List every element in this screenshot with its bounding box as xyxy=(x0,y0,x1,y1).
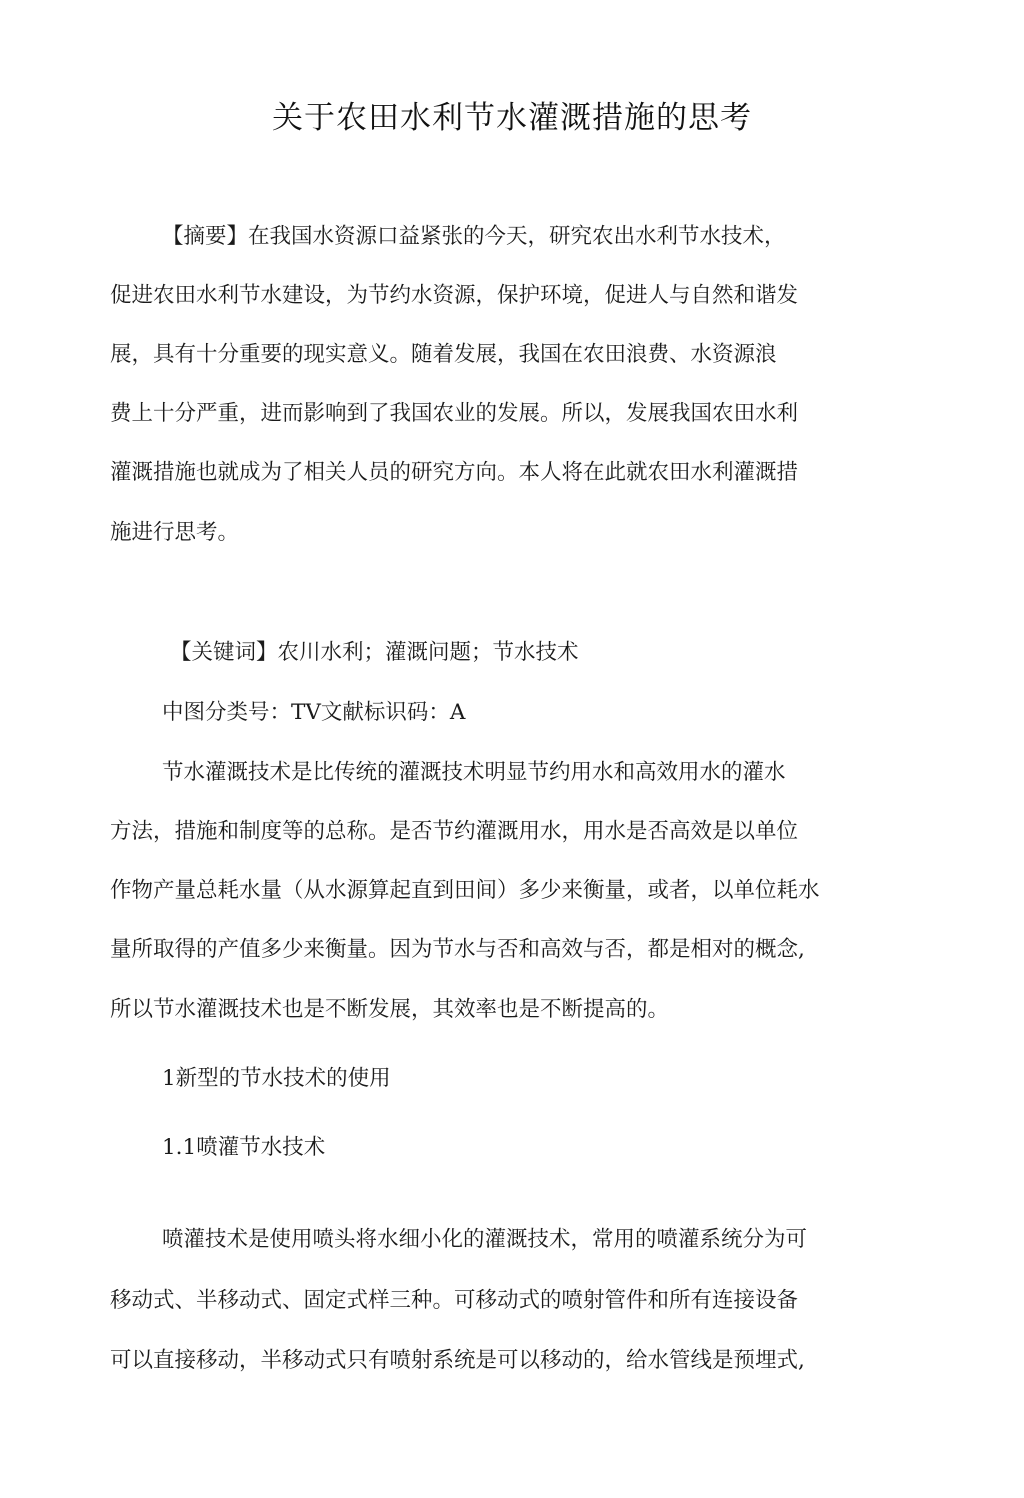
intro-line: 所以节水灌溉技术也是不断发展，其效率也是不断提高的。 xyxy=(110,997,670,1022)
abstract-line: 施进行思考。 xyxy=(110,520,240,545)
abstract-line: 灌溉措施也就成为了相关人员的研究方向。本人将在此就农田水利灌溉措 xyxy=(110,460,799,485)
section-heading: 1新型的节水技术的使用 xyxy=(162,1066,391,1091)
abstract-line: 费上十分严重，进而影响到了我国农业的发展。所以，发展我国农田水利 xyxy=(110,401,799,426)
document-title: 关于农田水利节水灌溉措施的思考 xyxy=(272,100,752,136)
subsection-heading: 1.1喷灌节水技术 xyxy=(162,1135,326,1160)
intro-line: 节水灌溉技术是比传统的灌溉技术明显节约用水和高效用水的灌水 xyxy=(162,760,786,785)
body-line: 移动式、半移动式、固定式样三种。可移动式的喷射管件和所有连接设备 xyxy=(110,1288,799,1313)
intro-line: 量所取得的产值多少来衡量。因为节水与否和高效与否，都是相对的概念, xyxy=(110,937,805,962)
classification-line: 中图分类号：TV文献标识码：A xyxy=(162,700,466,725)
keywords-line: 【关键词】农川水利；灌溉问题；节水技术 xyxy=(170,640,579,665)
intro-line: 作物产量总耗水量（从水源算起直到田间）多少来衡量，或者，以单位耗水 xyxy=(110,878,820,903)
abstract-line: 【摘要】在我国水资源口益紧张的今天，研究农出水利节水技术， xyxy=(162,224,786,249)
body-line: 喷灌技术是使用喷头将水细小化的灌溉技术，常用的喷灌系统分为可 xyxy=(162,1227,808,1252)
abstract-line: 促进农田水利节水建设，为节约水资源，保护环境，促进人与自然和谐发 xyxy=(110,283,799,308)
body-line: 可以直接移动，半移动式只有喷射系统是可以移动的，给水管线是预埋式, xyxy=(110,1348,805,1373)
abstract-line: 展，具有十分重要的现实意义。随着发展，我国在农田浪费、水资源浪 xyxy=(110,342,777,367)
intro-line: 方法，措施和制度等的总称。是否节约灌溉用水，用水是否高效是以单位 xyxy=(110,819,799,844)
